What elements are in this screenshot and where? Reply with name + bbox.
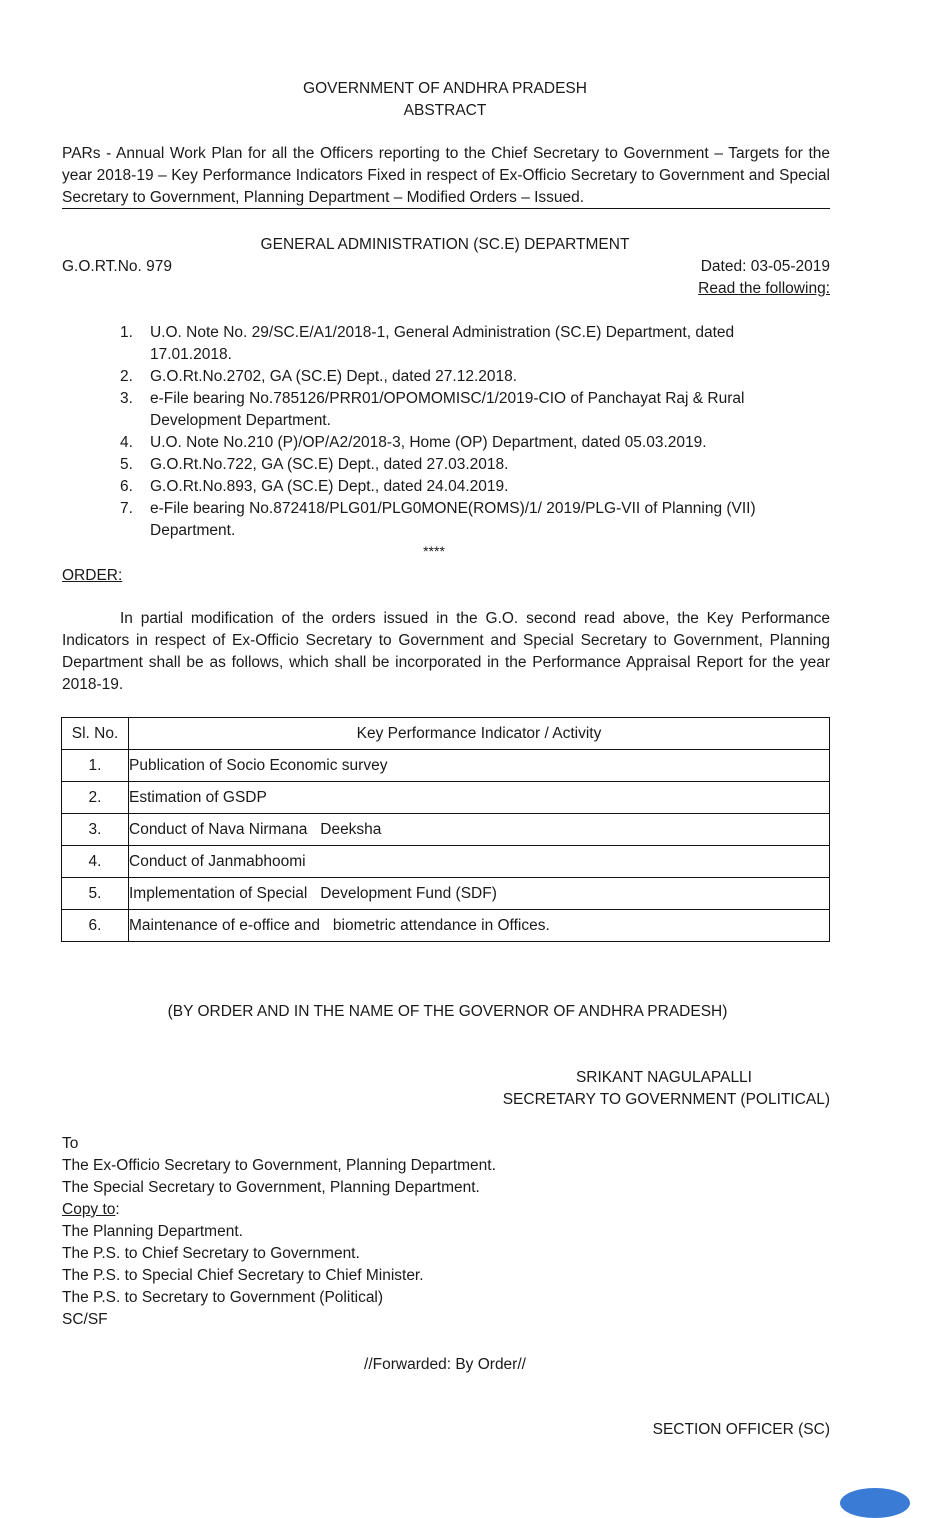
sl-no-cell: 2. <box>62 782 129 814</box>
subject-paragraph: PARs - Annual Work Plan for all the Officers reporting to the Chief Secretary to Government – Targets for the year 2018-19 – Key Performance Indicators Fixed in respect of Ex-Officio Secretary to Government and Special Secretary to Government, Planning Department – Modified Orders – Issued. <box>62 145 830 206</box>
copy-recipient: SC/SF <box>62 1311 108 1328</box>
table-row <box>62 910 830 942</box>
reference-number: 7. <box>120 500 133 517</box>
department-heading: GENERAL ADMINISTRATION (SC.E) DEPARTMENT <box>260 236 630 253</box>
reference-item <box>120 388 810 432</box>
order-paragraph: In partial modification of the orders issued in the G.O. second read above, the Key Performance Indicators in respect of Ex-Officio Secretary to Government and Special Secretary to Government, Planning Department shall be as follows, which shall be incorporated in the Performance Appraisal Report for the year 2018-19. <box>62 610 830 693</box>
signatory-name: SRIKANT NAGULAPALLI <box>575 1069 752 1086</box>
kpi-cell: Conduct of Janmabhoomi <box>129 846 830 878</box>
sl-no-cell: 6. <box>62 910 129 942</box>
kpi-cell: Implementation of Special Development Fund (SDF) <box>129 878 830 910</box>
read-following: Read the following: <box>698 280 830 297</box>
reference-text: G.O.Rt.No.722, GA (SC.E) Dept., dated 27.03.2018. <box>150 456 509 473</box>
government-title: GOVERNMENT OF ANDHRA PRADESH <box>303 80 587 97</box>
reference-text: e-File bearing No.872418/PLG01/PLG0MONE(ROMS)/1/ 2019/PLG-VII of Planning (VII) Department. <box>150 500 756 539</box>
reference-number: 1. <box>120 324 133 341</box>
sl-no-cell: 5. <box>62 878 129 910</box>
separator-stars: **** <box>423 543 445 559</box>
reference-text: G.O.Rt.No.2702, GA (SC.E) Dept., dated 27.12.2018. <box>150 368 518 385</box>
references-list <box>120 322 810 542</box>
copy-recipient: The P.S. to Special Chief Secretary to Chief Minister. <box>62 1267 424 1284</box>
go-number: G.O.RT.No. 979 <box>62 258 172 275</box>
order-heading: ORDER: <box>62 567 123 584</box>
forwarded-line: //Forwarded: By Order// <box>364 1356 526 1373</box>
reference-text: U.O. Note No.210 (P)/OP/A2/2018-3, Home (OP) Department, dated 05.03.2019. <box>150 434 707 451</box>
kpi-table <box>61 717 830 942</box>
kpi-cell: Conduct of Nava Nirmana Deeksha <box>129 814 830 846</box>
table-row <box>62 750 830 782</box>
to-label: To <box>62 1135 79 1152</box>
copy-to-colon: : <box>115 1201 120 1218</box>
reference-item <box>120 454 810 476</box>
reference-item <box>120 432 810 454</box>
copy-recipient: The P.S. to Chief Secretary to Government. <box>62 1245 360 1262</box>
sl-no-cell: 1. <box>62 750 129 782</box>
section-officer: SECTION OFFICER (SC) <box>652 1421 830 1438</box>
reference-item <box>120 498 810 542</box>
reference-text: G.O.Rt.No.893, GA (SC.E) Dept., dated 24.04.2019. <box>150 478 509 495</box>
reference-item <box>120 366 810 388</box>
kpi-cell: Publication of Socio Economic survey <box>129 750 830 782</box>
reference-text: e-File bearing No.785126/PRR01/OPOMOMISC/1/2019-CIO of Panchayat Raj & Rural Development Department. <box>150 390 745 429</box>
column-header-sl-no: Sl. No. <box>62 718 129 750</box>
column-header-kpi: Key Performance Indicator / Activity <box>129 718 830 750</box>
kpi-cell: Estimation of GSDP <box>129 782 830 814</box>
copy-to-text: Copy to <box>62 1201 116 1218</box>
reference-number: 2. <box>120 368 133 385</box>
to-recipient: The Special Secretary to Government, Planning Department. <box>62 1179 480 1196</box>
subject-underline <box>62 208 830 209</box>
table-row <box>62 814 830 846</box>
sl-no-cell: 4. <box>62 846 129 878</box>
floating-action-button[interactable] <box>840 1488 910 1518</box>
distribution-block <box>62 1133 496 1331</box>
reference-item <box>120 476 810 498</box>
table-row <box>62 878 830 910</box>
reference-number: 3. <box>120 390 133 407</box>
reference-number: 6. <box>120 478 133 495</box>
copy-to-label <box>62 1199 496 1221</box>
copy-recipient: The P.S. to Secretary to Government (Political) <box>62 1289 384 1306</box>
reference-number: 5. <box>120 456 133 473</box>
by-order-line: (BY ORDER AND IN THE NAME OF THE GOVERNOR OF ANDHRA PRADESH) <box>167 1003 728 1020</box>
sl-no-cell: 3. <box>62 814 129 846</box>
dated-line: Dated: 03-05-2019 <box>700 258 830 275</box>
copy-recipient: The Planning Department. <box>62 1223 243 1240</box>
table-header-row <box>62 718 830 750</box>
table-row <box>62 846 830 878</box>
reference-item <box>120 322 810 366</box>
table-row <box>62 782 830 814</box>
kpi-cell: Maintenance of e-office and biometric attendance in Offices. <box>129 910 830 942</box>
to-recipient: The Ex-Officio Secretary to Government, Planning Department. <box>62 1157 496 1174</box>
reference-number: 4. <box>120 434 133 451</box>
abstract-heading: ABSTRACT <box>403 102 487 119</box>
reference-text: U.O. Note No. 29/SC.E/A1/2018-1, General Administration (SC.E) Department, dated 17.01.2018. <box>150 324 735 363</box>
signatory-designation: SECRETARY TO GOVERNMENT (POLITICAL) <box>502 1091 830 1108</box>
